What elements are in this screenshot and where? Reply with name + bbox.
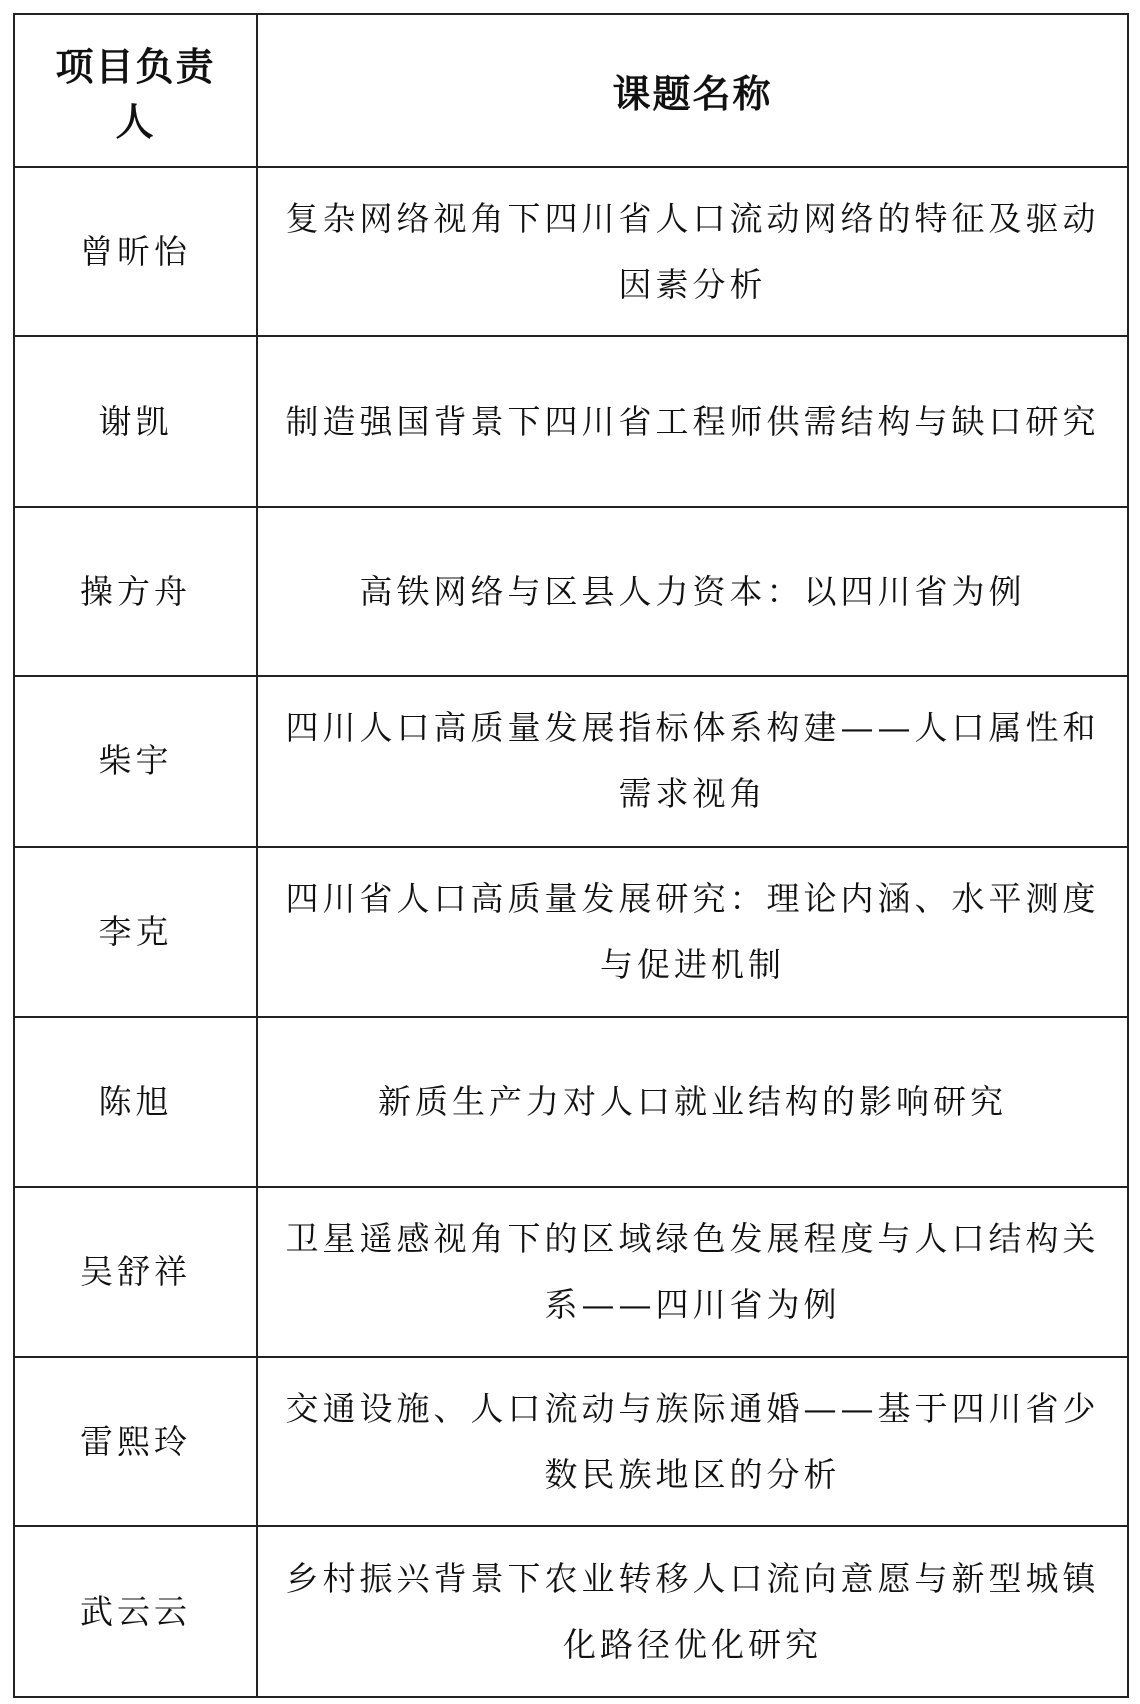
leader-name: 操方舟 — [14, 507, 257, 676]
leader-name: 谢凯 — [14, 336, 257, 506]
header-row — [14, 14, 1128, 167]
topic-title: 乡村振兴背景下农业转移人口流向意愿与新型城镇化路径优化研究 — [257, 1526, 1128, 1697]
table-row — [14, 507, 1128, 676]
project-table — [13, 13, 1129, 1698]
table-row — [14, 167, 1128, 336]
table-row — [14, 1017, 1128, 1186]
topic-title: 高铁网络与区县人力资本：以四川省为例 — [257, 507, 1128, 676]
leader-name: 柴宇 — [14, 676, 257, 846]
table-row — [14, 1187, 1128, 1357]
table-header — [14, 14, 1128, 167]
topic-title: 四川人口高质量发展指标体系构建——人口属性和需求视角 — [257, 676, 1128, 846]
table-body — [14, 167, 1128, 1697]
leader-name: 陈旭 — [14, 1017, 257, 1186]
leader-name: 李克 — [14, 847, 257, 1017]
table-row — [14, 336, 1128, 506]
topic-title: 新质生产力对人口就业结构的影响研究 — [257, 1017, 1128, 1186]
table-row — [14, 847, 1128, 1017]
leader-name: 武云云 — [14, 1526, 257, 1697]
header-project-leader: 项目负责人 — [14, 14, 257, 167]
table-row — [14, 676, 1128, 846]
topic-title: 交通设施、人口流动与族际通婚——基于四川省少数民族地区的分析 — [257, 1357, 1128, 1526]
leader-name: 雷熙玲 — [14, 1357, 257, 1526]
topic-title: 四川省人口高质量发展研究：理论内涵、水平测度与促进机制 — [257, 847, 1128, 1017]
topic-title: 卫星遥感视角下的区域绿色发展程度与人口结构关系——四川省为例 — [257, 1187, 1128, 1357]
leader-name: 曾昕怡 — [14, 167, 257, 336]
topic-title: 制造强国背景下四川省工程师供需结构与缺口研究 — [257, 336, 1128, 506]
table-row — [14, 1526, 1128, 1697]
header-topic-title: 课题名称 — [257, 14, 1128, 167]
topic-title: 复杂网络视角下四川省人口流动网络的特征及驱动因素分析 — [257, 167, 1128, 336]
table-row — [14, 1357, 1128, 1526]
leader-name: 吴舒祥 — [14, 1187, 257, 1357]
